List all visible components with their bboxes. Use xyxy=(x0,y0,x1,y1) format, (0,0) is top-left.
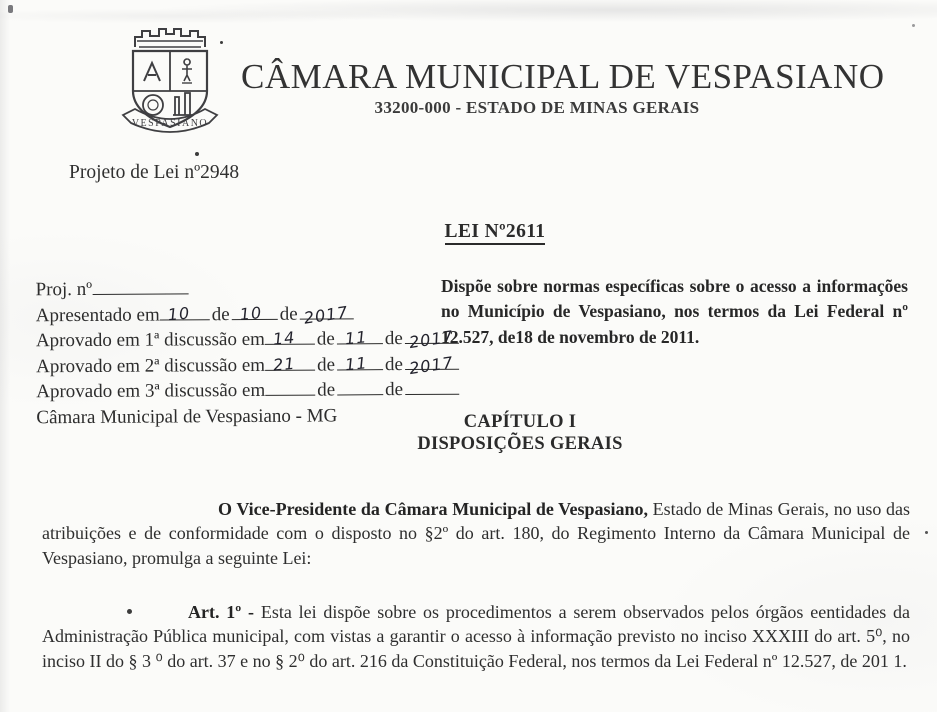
scan-speck xyxy=(220,41,223,44)
handwritten-month: 11 xyxy=(343,327,369,349)
form-line-third-discussion xyxy=(36,379,459,407)
chapter-title: CAPÍTULO I xyxy=(463,412,577,432)
de-label: de xyxy=(317,379,336,401)
article-1-paragraph xyxy=(42,600,910,673)
form-label: Proj. nº xyxy=(35,278,93,301)
handwritten-year: 2017 xyxy=(407,352,455,378)
blank-field-day xyxy=(160,303,210,325)
de-label: de xyxy=(316,354,336,376)
blank-field-day xyxy=(265,395,315,396)
preamble-paragraph xyxy=(42,497,910,570)
chapter-subtitle: DISPOSIÇÕES GERAIS xyxy=(417,433,623,454)
preamble-lead: O Vice-Presidente da Câmara Municipal de Vespasiano, xyxy=(218,499,649,519)
organization-title: CÂMARA MUNICIPAL DE VESPASIANO xyxy=(241,57,885,96)
blank-field-year xyxy=(405,394,459,395)
preamble-rest: Estado de Minas Gerais, no uso das atribuições e de conformidade com o disposto no §2º do art. 180, do Regimento Interno da Câmara Municipal de Vespasiano, promulga a seguinte Lei: xyxy=(42,499,910,568)
form-label: Câmara Municipal de Vespasiano - MG xyxy=(36,405,338,429)
chapter-heading xyxy=(105,412,935,455)
scan-speck xyxy=(912,24,915,27)
de-label: de xyxy=(385,379,404,401)
form-label: Aprovado em 2ª discussão em xyxy=(36,354,266,378)
article-1-lead: Art. 1º - xyxy=(188,602,255,622)
de-label: de xyxy=(211,303,230,325)
form-line-presented xyxy=(36,302,459,330)
blank-field-day xyxy=(265,353,315,375)
article-1-rest: Esta lei dispõe sobre os procedimentos a serem observados pelos órgãos eentidades da Administração Pública municipal, com vistas a garantir o acesso à informação previsto no inciso XXXIII do art. 5⁰, no inciso II do § 3 ⁰ do art. 37 e no § 2⁰ do art. 216 da Constituição Federal, nos termos da Lei Federal nº 12.527, de 201 1. xyxy=(42,602,910,671)
form-line-second-discussion xyxy=(36,353,459,381)
organization-subtitle: 33200-000 - ESTADO DE MINAS GERAIS xyxy=(374,98,700,117)
form-label: Aprovado em 1ª discussão em xyxy=(35,329,265,352)
blank-field-month xyxy=(337,327,383,349)
scan-speck xyxy=(195,152,199,156)
de-label: de xyxy=(384,328,403,350)
form-line-first-discussion xyxy=(36,328,459,356)
law-title-text: LEI Nº2611 xyxy=(445,221,546,245)
approval-form-block xyxy=(36,277,460,433)
form-label: Aprovado em 3ª discussão em xyxy=(36,380,266,403)
municipal-coat-of-arms xyxy=(109,25,231,143)
de-label: de xyxy=(279,303,298,325)
de-label: de xyxy=(316,328,335,350)
handwritten-year: 2017 xyxy=(407,326,455,353)
handwritten-year: 2017 xyxy=(302,301,350,328)
scan-speck xyxy=(8,5,13,13)
crest-banner-text: VESPASIANO xyxy=(131,118,209,129)
law-title-heading xyxy=(55,221,935,243)
handwritten-month: 11 xyxy=(344,353,369,375)
scan-speck xyxy=(127,609,132,614)
blank-field-day xyxy=(265,327,315,349)
de-label: de xyxy=(384,353,403,375)
handwritten-day: 14 xyxy=(272,327,297,349)
project-number-line: Projeto de Lei nº2948 xyxy=(69,162,240,183)
blank-field-month xyxy=(232,302,278,324)
form-label: Apresentado em xyxy=(35,304,160,326)
scan-speck xyxy=(925,531,928,534)
law-summary-ementa: Dispõe sobre normas específicas sobre o acesso a informações no Município de Vespasiano, nos termos da Lei Federal nº 12.527, de18 de novembro de 2011. xyxy=(441,276,908,347)
handwritten-month: 10 xyxy=(238,302,263,324)
blank-field-month xyxy=(337,353,383,375)
form-line-proj-number xyxy=(36,277,459,305)
blank-field-year xyxy=(300,301,354,328)
handwritten-day: 10 xyxy=(166,303,191,325)
blank-field-month xyxy=(337,395,383,396)
blank-field-year xyxy=(405,352,459,378)
blank-field xyxy=(92,293,188,295)
handwritten-day: 21 xyxy=(272,353,297,375)
